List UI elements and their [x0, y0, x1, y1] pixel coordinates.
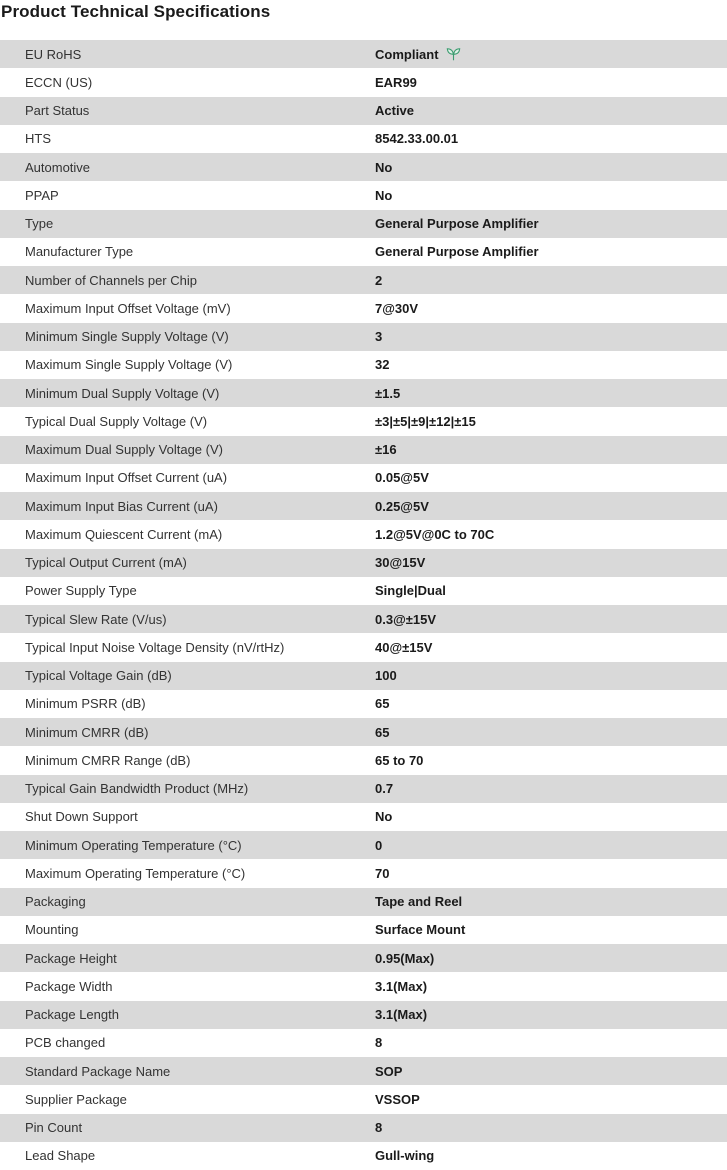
spec-value	[375, 1120, 727, 1135]
spec-value-text: No	[375, 809, 393, 825]
spec-value-text: 8	[375, 1035, 383, 1051]
spec-value-text: Compliant	[375, 46, 439, 62]
spec-value-text: ±16	[375, 442, 397, 458]
spec-label: Minimum Operating Temperature (°C)	[25, 837, 242, 853]
spec-row	[0, 40, 727, 68]
spec-value-text: 3.1(Max)	[375, 978, 428, 994]
spec-row	[0, 520, 727, 548]
spec-row	[0, 916, 727, 944]
spec-value-text: 0.25@5V	[375, 498, 429, 514]
spec-value-text: 70	[375, 865, 390, 881]
spec-value-text: Active	[375, 103, 415, 119]
spec-label: Standard Package Name	[25, 1063, 171, 1079]
spec-value	[375, 527, 727, 542]
spec-value	[375, 75, 727, 90]
spec-label: Maximum Input Bias Current (uA)	[25, 498, 218, 514]
spec-value-text: ±3|±5|±9|±12|±15	[375, 413, 476, 429]
spec-row	[0, 577, 727, 605]
spec-label: Maximum Operating Temperature (°C)	[25, 865, 246, 881]
spec-label: Manufacturer Type	[25, 244, 134, 260]
spec-row	[0, 859, 727, 887]
spec-label: Part Status	[25, 103, 90, 119]
spec-label: Minimum PSRR (dB)	[25, 696, 146, 712]
spec-label: Maximum Input Offset Current (uA)	[25, 470, 228, 486]
spec-value	[375, 979, 727, 994]
spec-value-text: 65	[375, 696, 390, 712]
spec-row	[0, 351, 727, 379]
spec-label: Maximum Input Offset Voltage (mV)	[25, 300, 231, 316]
spec-value-text: General Purpose Amplifier	[375, 244, 539, 260]
spec-value	[375, 1007, 727, 1022]
spec-row	[0, 68, 727, 96]
leaf-icon	[446, 48, 461, 61]
spec-value-text: Surface Mount	[375, 922, 466, 938]
spec-label: Minimum CMRR Range (dB)	[25, 752, 191, 768]
spec-label: Typical Input Noise Voltage Density (nV/rtHz)	[25, 639, 285, 655]
spec-label: Typical Gain Bandwidth Product (MHz)	[25, 781, 249, 797]
spec-value-text: 40@±15V	[375, 639, 433, 655]
spec-label: Minimum Dual Supply Voltage (V)	[25, 385, 220, 401]
spec-label: Typical Voltage Gain (dB)	[25, 668, 172, 684]
spec-label: Maximum Single Supply Voltage (V)	[25, 357, 233, 373]
spec-label: HTS	[25, 131, 51, 147]
spec-value	[375, 753, 727, 768]
spec-label: Typical Slew Rate (V/us)	[25, 611, 167, 627]
spec-value-text: 0.05@5V	[375, 470, 429, 486]
spec-value	[375, 1148, 727, 1163]
spec-row	[0, 1057, 727, 1085]
spec-value	[375, 414, 727, 429]
spec-label: Supplier Package	[25, 1091, 127, 1107]
spec-label: Number of Channels per Chip	[25, 272, 197, 288]
spec-row	[0, 1029, 727, 1057]
spec-value-text: General Purpose Amplifier	[375, 216, 539, 232]
spec-row	[0, 690, 727, 718]
spec-value-text: 3.1(Max)	[375, 1007, 428, 1023]
spec-label: Automotive	[25, 159, 91, 175]
spec-value	[375, 160, 727, 175]
spec-value	[375, 1035, 727, 1050]
spec-value	[375, 725, 727, 740]
spec-row	[0, 379, 727, 407]
spec-row	[0, 662, 727, 690]
spec-row	[0, 633, 727, 661]
spec-table	[0, 40, 727, 1170]
spec-value	[375, 1092, 727, 1107]
spec-row	[0, 238, 727, 266]
spec-row	[0, 323, 727, 351]
spec-value	[375, 386, 727, 401]
spec-row	[0, 210, 727, 238]
spec-value-text: 8	[375, 1120, 383, 1136]
spec-row	[0, 464, 727, 492]
spec-label: PPAP	[25, 187, 59, 203]
spec-row	[0, 972, 727, 1000]
spec-value-text: Gull-wing	[375, 1148, 435, 1164]
spec-row	[0, 746, 727, 774]
spec-row	[0, 294, 727, 322]
spec-label: Typical Dual Supply Voltage (V)	[25, 413, 208, 429]
spec-value-text: Single|Dual	[375, 583, 446, 599]
spec-value-text: 8542.33.00.01	[375, 131, 459, 147]
spec-value-text: No	[375, 159, 393, 175]
spec-value	[375, 696, 727, 711]
spec-value	[375, 866, 727, 881]
spec-value	[375, 244, 727, 259]
spec-value	[375, 442, 727, 457]
spec-value-text: EAR99	[375, 74, 417, 90]
spec-row	[0, 492, 727, 520]
spec-value	[375, 781, 727, 796]
spec-row	[0, 125, 727, 153]
spec-label: ECCN (US)	[25, 74, 93, 90]
spec-label: Shut Down Support	[25, 809, 138, 825]
spec-value	[375, 301, 727, 316]
spec-value-text: 65 to 70	[375, 752, 424, 768]
spec-label: Power Supply Type	[25, 583, 137, 599]
spec-value	[375, 273, 727, 288]
page-title: Product Technical Specifications	[1, 2, 271, 21]
spec-row	[0, 775, 727, 803]
spec-label: Typical Output Current (mA)	[25, 555, 187, 571]
spec-row	[0, 181, 727, 209]
spec-value	[375, 103, 727, 118]
spec-row	[0, 605, 727, 633]
spec-row	[0, 97, 727, 125]
spec-row	[0, 803, 727, 831]
spec-row	[0, 718, 727, 746]
spec-row	[0, 266, 727, 294]
spec-value-text: 2	[375, 272, 383, 288]
spec-row	[0, 549, 727, 577]
spec-value-text: 0.3@±15V	[375, 611, 437, 627]
spec-value-text: No	[375, 187, 393, 203]
spec-value	[375, 470, 727, 485]
spec-value	[375, 668, 727, 683]
spec-value	[375, 612, 727, 627]
spec-value	[375, 838, 727, 853]
spec-row	[0, 1114, 727, 1142]
spec-value-text: 32	[375, 357, 390, 373]
spec-row	[0, 153, 727, 181]
spec-label: Pin Count	[25, 1120, 83, 1136]
spec-label: PCB changed	[25, 1035, 106, 1051]
spec-row	[0, 1001, 727, 1029]
spec-value	[375, 329, 727, 344]
spec-row	[0, 436, 727, 464]
spec-value	[375, 922, 727, 937]
spec-value	[375, 640, 727, 655]
spec-label: Package Length	[25, 1007, 119, 1023]
spec-value	[375, 188, 727, 203]
spec-row	[0, 831, 727, 859]
spec-label: Maximum Quiescent Current (mA)	[25, 526, 223, 542]
spec-label: Maximum Dual Supply Voltage (V)	[25, 442, 223, 458]
spec-value-text: 1.2@5V@0C to 70C	[375, 526, 495, 542]
spec-value	[375, 583, 727, 598]
spec-value-text: 30@15V	[375, 555, 426, 571]
spec-row	[0, 1085, 727, 1113]
spec-label: Type	[25, 216, 54, 232]
spec-row	[0, 407, 727, 435]
spec-value	[375, 951, 727, 966]
spec-value-text: 0.7	[375, 781, 394, 797]
spec-row	[0, 944, 727, 972]
spec-row	[0, 888, 727, 916]
spec-label: Packaging	[25, 894, 86, 910]
spec-value-text: VSSOP	[375, 1091, 420, 1107]
spec-value-text: ±1.5	[375, 385, 401, 401]
spec-value-text: 65	[375, 724, 390, 740]
spec-row	[0, 1142, 727, 1170]
spec-value	[375, 499, 727, 514]
spec-value	[375, 47, 727, 62]
spec-label: Package Height	[25, 950, 117, 966]
spec-value-text: 3	[375, 329, 383, 345]
spec-value-text: 100	[375, 668, 397, 684]
spec-value-text: 0	[375, 837, 383, 853]
spec-value	[375, 894, 727, 909]
spec-label: Minimum CMRR (dB)	[25, 724, 149, 740]
spec-value	[375, 216, 727, 231]
spec-value	[375, 1064, 727, 1079]
spec-label: EU RoHS	[25, 46, 82, 62]
spec-value-text: 0.95(Max)	[375, 950, 435, 966]
spec-label: Lead Shape	[25, 1148, 96, 1164]
spec-value-text: SOP	[375, 1063, 403, 1079]
spec-value-text: Tape and Reel	[375, 894, 463, 910]
spec-value	[375, 131, 727, 146]
spec-value-text: 7@30V	[375, 300, 419, 316]
spec-label: Minimum Single Supply Voltage (V)	[25, 329, 229, 345]
spec-label: Mounting	[25, 922, 79, 938]
spec-value	[375, 555, 727, 570]
spec-value	[375, 809, 727, 824]
spec-value	[375, 357, 727, 372]
spec-label: Package Width	[25, 978, 113, 994]
